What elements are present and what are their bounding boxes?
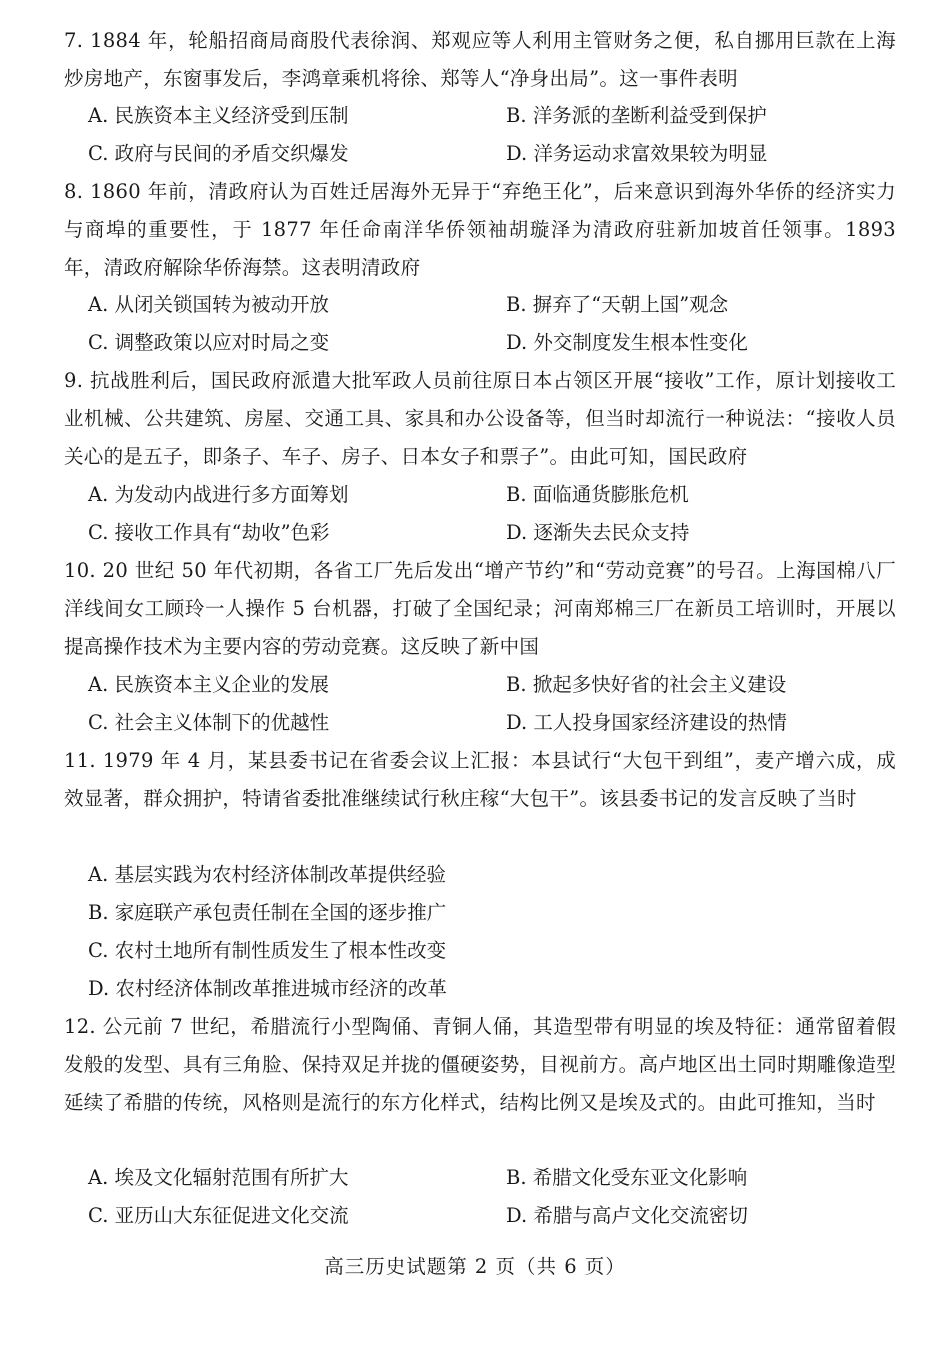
question-9-option-c: C. 接收工作具有“劫收”色彩 [88, 521, 330, 544]
question-9-option-b: B. 面临通货膨胀危机 [506, 483, 689, 506]
question-12-option-c: C. 亚历山大东征促进文化交流 [88, 1204, 349, 1227]
question-7-option-d: D. 洋务运动求富效果较为明显 [506, 142, 768, 165]
question-8-option-b: B. 摒弃了“天朝上国”观念 [506, 293, 729, 316]
question-12-option-a: A. 埃及文化辐射范围有所扩大 [88, 1166, 349, 1189]
question-7-option-c: C. 政府与民间的矛盾交织爆发 [88, 142, 349, 165]
question-12-option-d: D. 希腊与高卢文化交流密切 [506, 1204, 748, 1227]
question-9-option-d: D. 逐渐失去民众支持 [506, 521, 690, 544]
question-8-option-a: A. 从闭关锁国转为被动开放 [88, 293, 329, 316]
question-7-option-b: B. 洋务派的垄断利益受到保护 [506, 104, 767, 127]
question-8-stem: 8. 1860 年前，清政府认为百姓迁居海外无异于“弃绝王化”，后来意识到海外华侨的经济实力与商埠的重要性，于 1877 年任命南洋华侨领袖胡璇泽为清政府驻新加坡首任领事。1893 年，清政府解除华侨海禁。这表明清政府 [64, 180, 896, 279]
question-12-option-b: B. 希腊文化受东亚文化影响 [506, 1166, 748, 1189]
question-10-option-d: D. 工人投身国家经济建设的热情 [506, 711, 787, 734]
question-11-option-d: D. 农村经济体制改革推进城市经济的改革 [88, 977, 447, 1000]
question-7-option-a: A. 民族资本主义经济受到压制 [88, 104, 349, 127]
question-11-option-a: A. 基层实践为农村经济体制改革提供经验 [88, 863, 446, 886]
question-10-option-c: C. 社会主义体制下的优越性 [88, 711, 330, 734]
question-8-option-d: D. 外交制度发生根本性变化 [506, 331, 748, 354]
question-9-option-a: A. 为发动内战进行多方面筹划 [88, 483, 349, 506]
question-11-option-c: C. 农村土地所有制性质发生了根本性改变 [88, 939, 447, 962]
question-7-stem: 7. 1884 年，轮船招商局商股代表徐润、郑观应等人利用主管财务之便，私自挪用巨款在上海炒房地产，东窗事发后，李鸿章乘机将徐、郑等人“净身出局”。这一事件表明 [64, 29, 896, 90]
question-11-stem: 11. 1979 年 4 月，某县委书记在省委会议上汇报：本县试行“大包干到组”，麦产增六成，成效显著，群众拥护，特请省委批准继续试行秋庄稼“大包干”。该县委书记的发言反映了当时 [64, 749, 896, 810]
question-8-option-c: C. 调整政策以应对时局之变 [88, 331, 330, 354]
question-10-option-b: B. 掀起多快好省的社会主义建设 [506, 673, 787, 696]
question-12-stem: 12. 公元前 7 世纪，希腊流行小型陶俑、青铜人俑，其造型带有明显的埃及特征：通常留着假发般的发型、具有三角脸、保持双足并拢的僵硬姿势，目视前方。高卢地区出土同时期雕像造型延续了希腊的传统，风格则是流行的东方化样式，结构比例又是埃及式的。由此可推知，当时 [64, 1015, 896, 1114]
question-10-stem: 10. 20 世纪 50 年代初期，各省工厂先后发出“增产节约”和“劳动竞赛”的号召。上海国棉八厂洋线间女工顾玲一人操作 5 台机器，打破了全国纪录；河南郑棉三厂在新员工培训时，开展以提高操作技术为主要内容的劳动竞赛。这反映了新中国 [64, 559, 896, 658]
question-11-option-b: B. 家庭联产承包责任制在全国的逐步推广 [88, 901, 447, 924]
question-10-option-a: A. 民族资本主义企业的发展 [88, 673, 329, 696]
question-9-stem: 9. 抗战胜利后，国民政府派遣大批军政人员前往原日本占领区开展“接收”工作，原计划接收工业机械、公共建筑、房屋、交通工具、家具和办公设备等，但当时却流行一种说法：“接收人员关心的是五子，即条子、车子、房子、日本女子和票子”。由此可知，国民政府 [64, 369, 896, 468]
page-footer: 高三历史试题第 2 页（共 6 页） [324, 1255, 626, 1278]
